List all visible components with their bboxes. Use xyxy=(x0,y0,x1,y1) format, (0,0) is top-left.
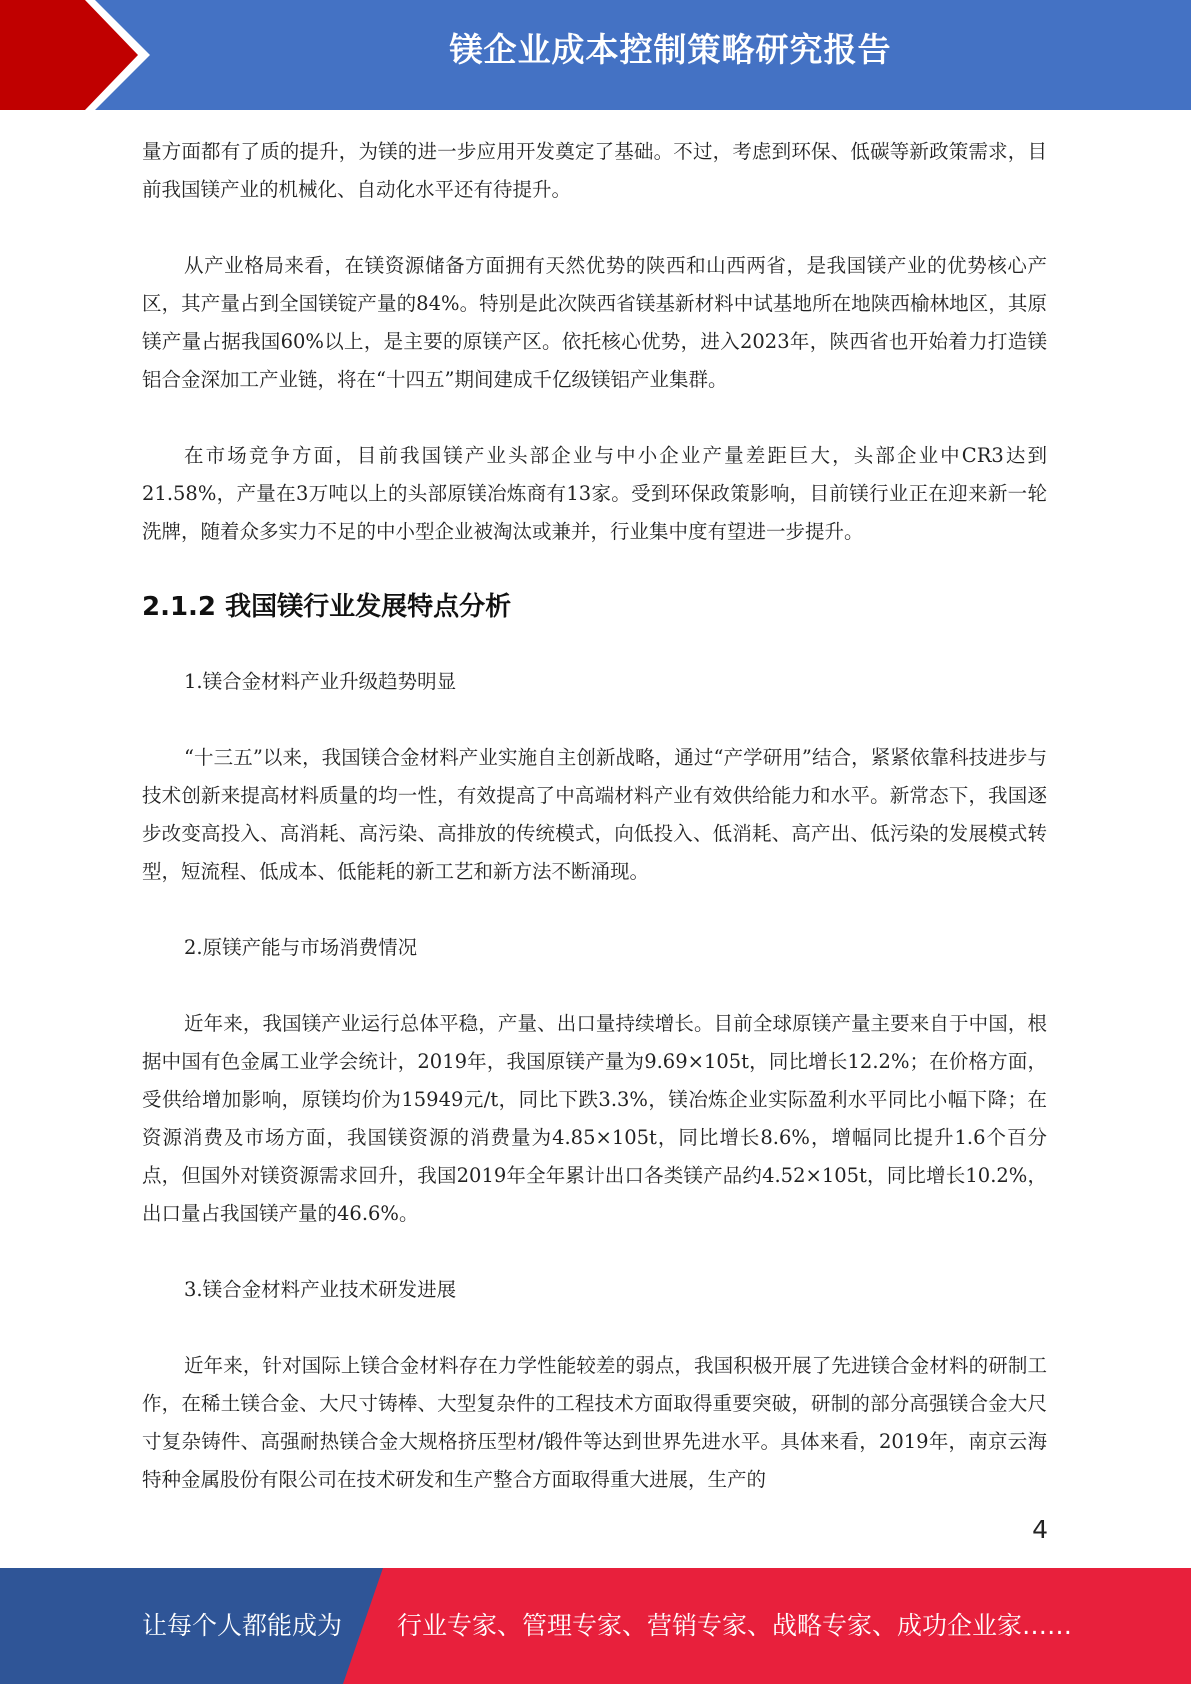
header-red-arrow-icon xyxy=(0,0,150,110)
paragraph: 近年来，我国镁产业运行总体平稳，产量、出口量持续增长。目前全球原镁产量主要来自于中国，根据中国有色金属工业学会统计，2019年，我国原镁产量为9.69×105t，同比增长12.2%；在价格方面，受供给增加影响，原镁均价为15949元/t，同比下跌3.3%，镁冶炼企业实际盈利水平同比小幅下降；在资源消费及市场方面，我国镁资源的消费量为4.85×105t，同比增长8.6%，增幅同比提升1.6个百分点，但国外对镁资源需求回升，我国2019年全年累计出口各类镁产品约4.52×105t，同比增长10.2%，出口量占我国镁产量的46.6%。 xyxy=(142,1012,1047,1225)
main-content xyxy=(142,133,1047,1499)
footer-banner xyxy=(0,1568,1191,1684)
paragraph: 量方面都有了质的提升，为镁的进一步应用开发奠定了基础。不过，考虑到环保、低碳等新政策需求，目前我国镁产业的机械化、自动化水平还有待提升。 xyxy=(142,140,1047,201)
paragraph: 近年来，针对国际上镁合金材料存在力学性能较差的弱点，我国积极开展了先进镁合金材料的研制工作，在稀土镁合金、大尺寸铸棒、大型复杂件的工程技术方面取得重要突破，研制的部分高强镁合金大尺寸复杂铸件、高强耐热镁合金大规格挤压型材/锻件等达到世界先进水平。具体来看，2019年，南京云海特种金属股份有限公司在技术研发和生产整合方面取得重大进展，生产的 xyxy=(142,1354,1047,1491)
footer-slogan-left: 让每个人都能成为 xyxy=(142,1611,343,1640)
footer-slogan-right: 行业专家、管理专家、营销专家、战略专家、成功企业家…… xyxy=(397,1611,1073,1640)
page-number: 4 xyxy=(1032,1515,1048,1544)
header-banner xyxy=(0,0,1191,110)
paragraph: 从产业格局来看，在镁资源储备方面拥有天然优势的陕西和山西两省，是我国镁产业的优势核心产区，其产量占到全国镁锭产量的84%。特别是此次陕西省镁基新材料中试基地所在地陕西榆林地区，其原镁产量占据我国60%以上，是主要的原镁产区。依托核心优势，进入2023年，陕西省也开始着力打造镁铝合金深加工产业链，将在“十四五”期间建成千亿级镁铝产业集群。 xyxy=(142,254,1047,391)
report-title: 镁企业成本控制策略研究报告 xyxy=(449,30,892,69)
section-heading: 2.1.2 我国镁行业发展特点分析 xyxy=(142,592,512,622)
paragraph: 在市场竞争方面，目前我国镁产业头部企业与中小企业产量差距巨大，头部企业中CR3达到21.58%，产量在3万吨以上的头部原镁冶炼商有13家。受到环保政策影响，目前镁行业正在迎来新一轮洗牌，随着众多实力不足的中小型企业被淘汰或兼并，行业集中度有望进一步提升。 xyxy=(142,444,1047,543)
subsection-item: 1.镁合金材料产业升级趋势明显 xyxy=(184,670,457,693)
subsection-item: 3.镁合金材料产业技术研发进展 xyxy=(184,1278,457,1301)
subsection-item: 2.原镁产能与市场消费情况 xyxy=(184,936,418,959)
paragraph: “十三五”以来，我国镁合金材料产业实施自主创新战略，通过“产学研用”结合，紧紧依靠科技进步与技术创新来提高材料质量的均一性，有效提高了中高端材料产业有效供给能力和水平。新常态下，我国逐步改变高投入、高消耗、高污染、高排放的传统模式，向低投入、低消耗、高产出、低污染的发展模式转型，短流程、低成本、低能耗的新工艺和新方法不断涌现。 xyxy=(142,746,1047,883)
